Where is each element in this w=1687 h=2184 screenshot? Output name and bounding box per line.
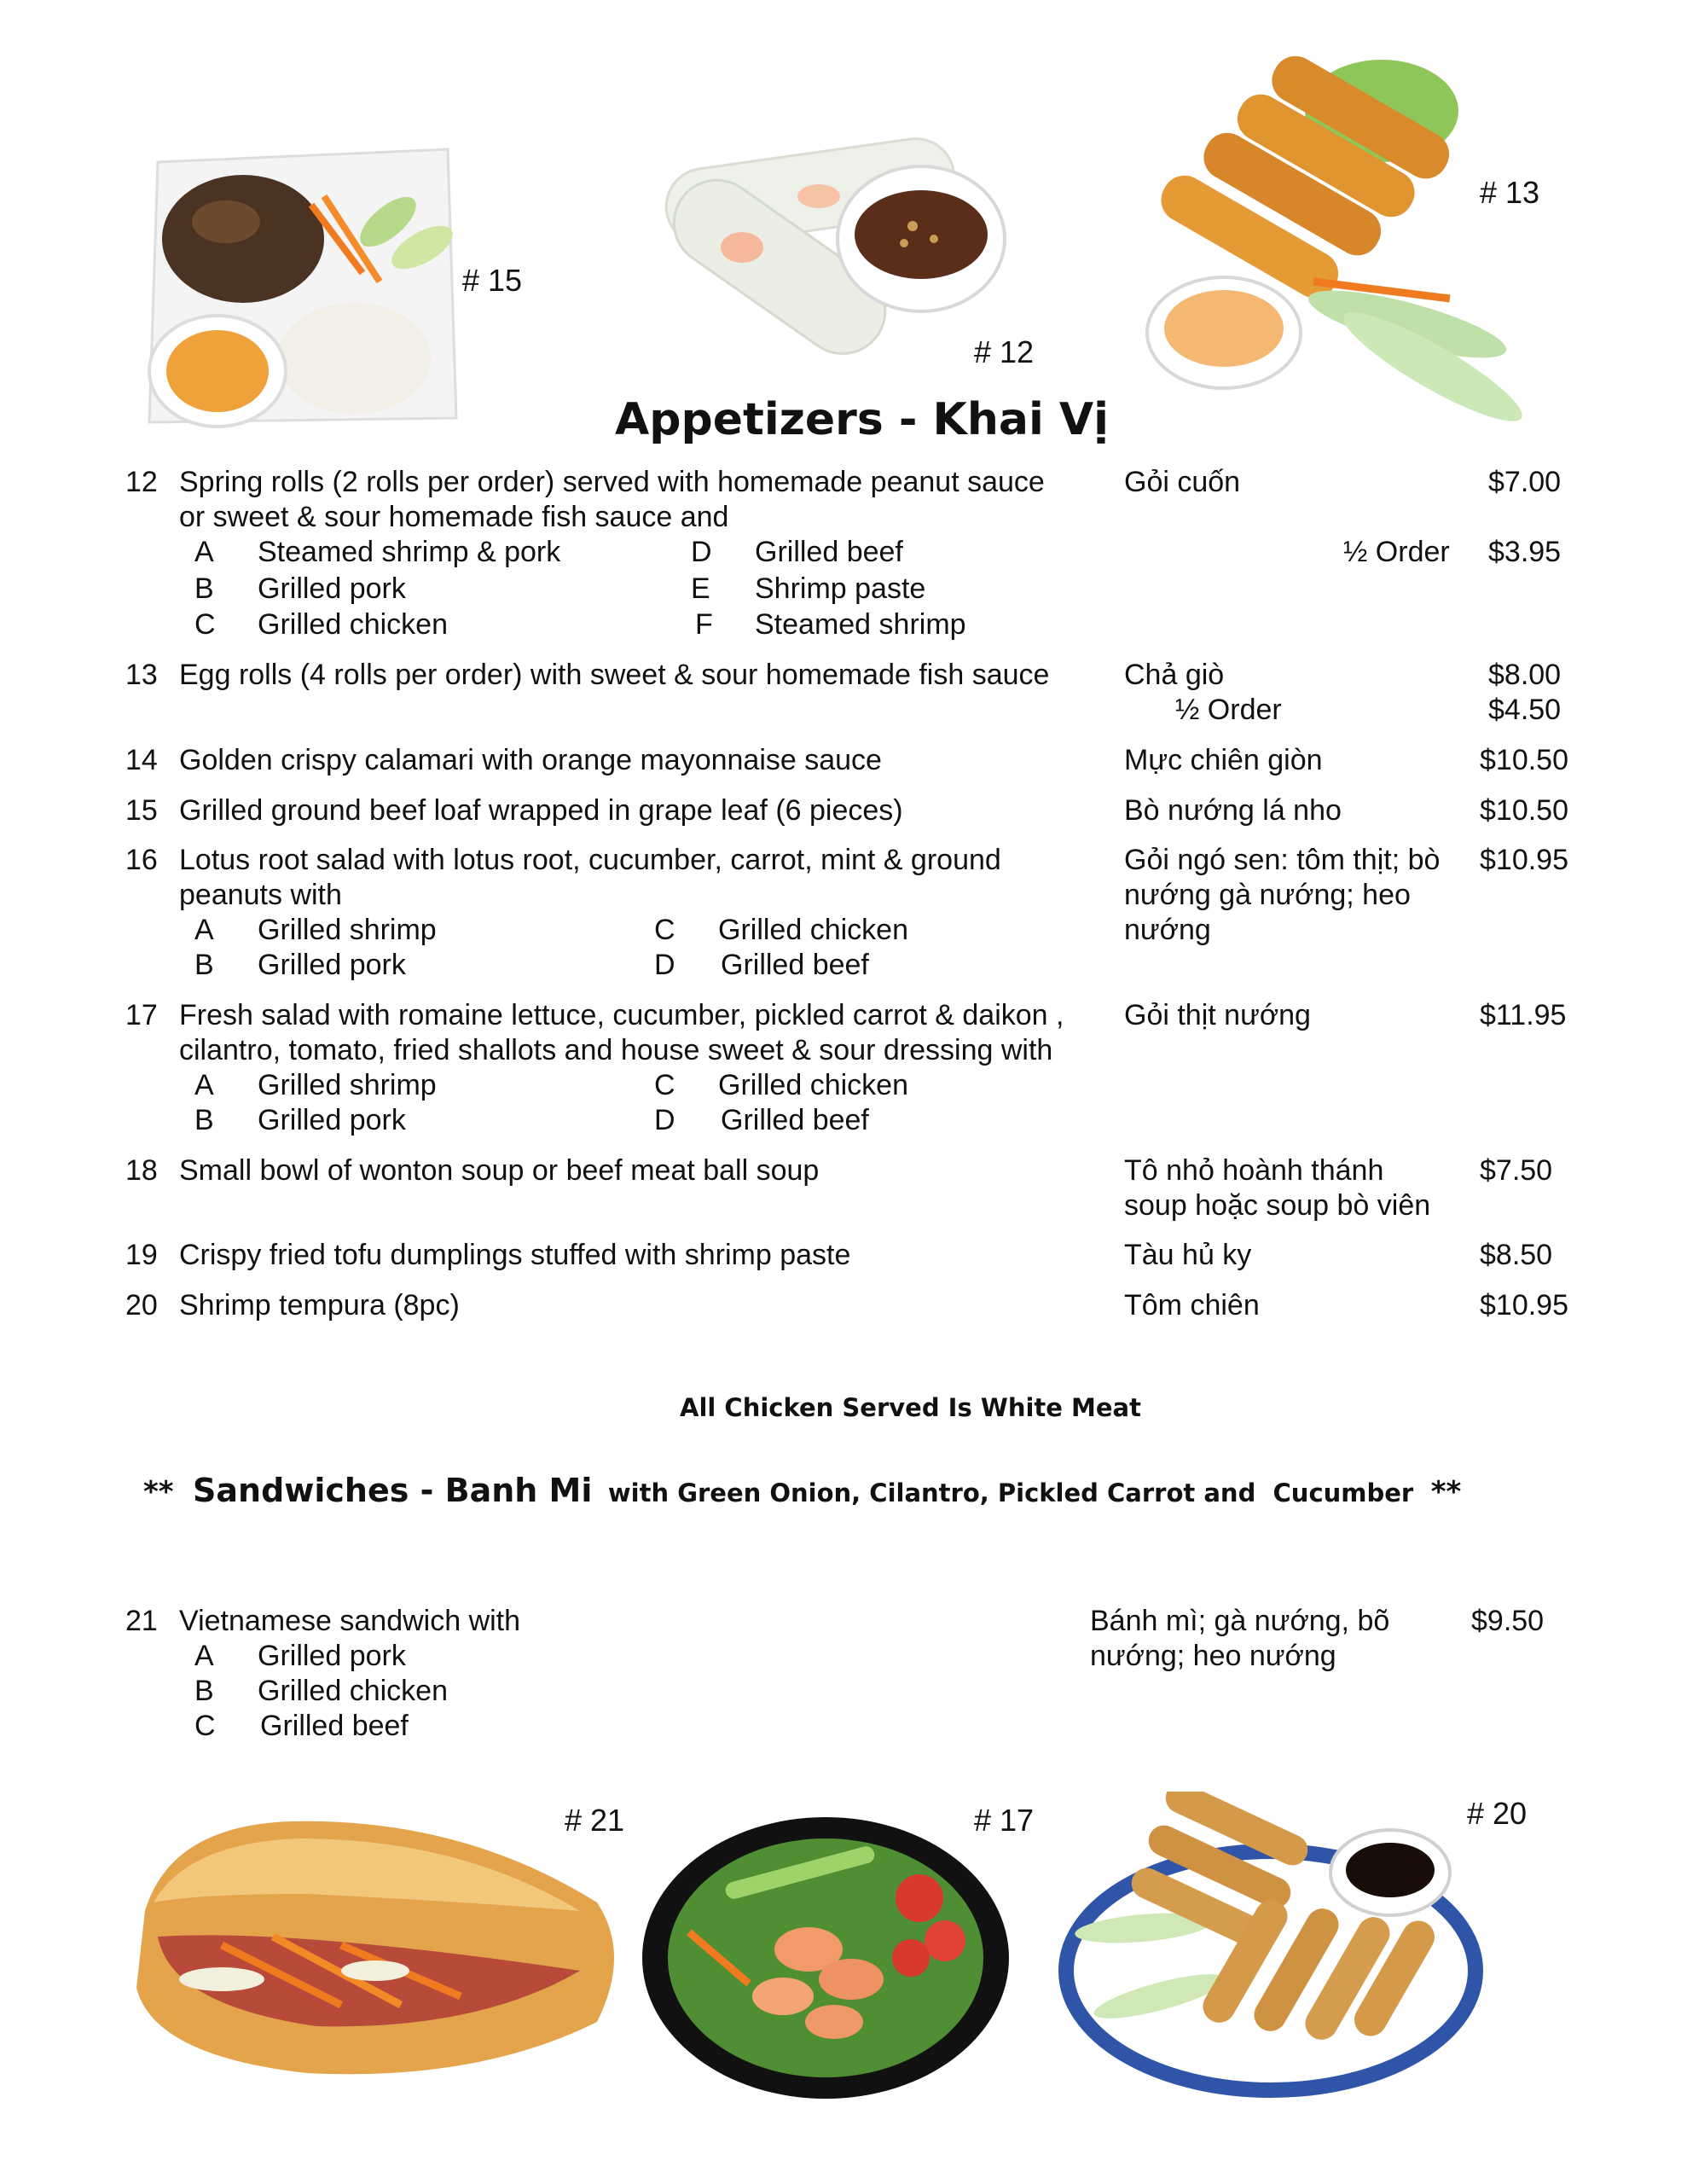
item-price: $8.50 [1480, 1239, 1553, 1271]
sandwiches-heading [143, 1472, 1461, 1509]
item-description: Shrimp tempura (8pc) [179, 1289, 460, 1321]
option-letter: C [194, 1710, 216, 1742]
option-letter: B [194, 949, 214, 981]
option-letter: D [691, 536, 712, 568]
tempura-photo [1058, 1792, 1501, 2099]
item-price: $10.50 [1480, 744, 1568, 776]
option-letter: C [654, 914, 675, 946]
item-price: $9.50 [1471, 1605, 1545, 1637]
item-description: Small bowl of wonton soup or beef meat ball soup [179, 1154, 820, 1187]
item-number: 17 [125, 999, 158, 1031]
half-order-price: $3.95 [1488, 536, 1562, 568]
appetizers-title: Appetizers - Khai Vị [615, 394, 1109, 445]
item-viet-name: Gỏi thịt nướng [1124, 999, 1311, 1031]
item-price: $10.95 [1480, 1289, 1568, 1321]
item-viet-name: Bánh mì; gà nướng, bõ [1090, 1605, 1390, 1637]
item-number: 15 [125, 794, 158, 827]
option-letter: C [194, 608, 216, 641]
photo-label-17: # 17 [974, 1803, 1035, 1838]
spring-roll-photo [648, 119, 1006, 392]
half-order-label: ½ Order [1343, 536, 1450, 568]
option-letter: B [194, 572, 214, 605]
option-letter: B [194, 1104, 214, 1136]
item-description: Golden crispy calamari with orange mayonnaise sauce [179, 744, 882, 776]
item-number: 20 [125, 1289, 158, 1321]
photo-label-13: # 13 [1480, 175, 1540, 210]
option-label: Shrimp paste [755, 572, 926, 605]
half-order-price: $4.50 [1488, 694, 1562, 726]
item-viet-name: nướng; heo nướng [1090, 1640, 1336, 1672]
option-label: Steamed shrimp & pork [258, 536, 561, 568]
item-description: cilantro, tomato, fried shallots and house sweet & sour dressing with [179, 1034, 1053, 1066]
option-label: Grilled pork [258, 949, 406, 981]
item-description: Lotus root salad with lotus root, cucumber, carrot, mint & ground [179, 844, 1001, 876]
option-label: Grilled pork [258, 1640, 406, 1672]
item-number: 21 [125, 1605, 158, 1637]
option-letter: B [194, 1675, 214, 1707]
item-price: $10.95 [1480, 844, 1568, 876]
option-label: Grilled beef [721, 1104, 869, 1136]
item-description: Grilled ground beef loaf wrapped in grape leaf (6 pieces) [179, 794, 903, 827]
item-number: 16 [125, 844, 158, 876]
option-label: Grilled pork [258, 572, 406, 605]
item-description: or sweet & sour homemade fish sauce and [179, 501, 729, 533]
heading-stars-left: ** [143, 1475, 174, 1509]
item-viet-name: Mực chiên giòn [1124, 744, 1323, 776]
item-viet-name: Chả giò [1124, 659, 1225, 691]
item-number: 14 [125, 744, 158, 776]
option-label: Grilled beef [755, 536, 903, 568]
option-letter: C [654, 1069, 675, 1101]
option-letter: A [194, 536, 214, 568]
item-viet-name: nướng [1124, 914, 1211, 946]
half-order-label: ½ Order [1175, 694, 1282, 726]
option-label: Grilled chicken [258, 608, 448, 641]
photo-label-20: # 20 [1467, 1796, 1528, 1831]
item-number: 12 [125, 466, 158, 498]
option-label: Grilled shrimp [258, 1069, 437, 1101]
photo-label-12: # 12 [974, 334, 1035, 369]
item-price: $7.00 [1488, 466, 1562, 498]
option-letter: F [695, 608, 713, 641]
chicken-note: All Chicken Served Is White Meat [680, 1393, 1141, 1422]
option-label: Steamed shrimp [755, 608, 966, 641]
item-price: $8.00 [1488, 659, 1562, 691]
item-description: Spring rolls (2 rolls per order) served with homemade peanut sauce [179, 466, 1045, 498]
item-number: 18 [125, 1154, 158, 1187]
item-viet-name: nướng gà nướng; heo [1124, 879, 1411, 911]
item-description: Vietnamese sandwich with [179, 1605, 521, 1637]
option-label: Grilled beef [260, 1710, 409, 1742]
item-viet-name: Gỏi cuốn [1124, 466, 1241, 498]
beef-leaf-photo [141, 128, 465, 444]
option-label: Grilled chicken [258, 1675, 448, 1707]
item-price: $10.50 [1480, 794, 1568, 827]
item-number: 19 [125, 1239, 158, 1271]
egg-roll-photo [1126, 43, 1535, 444]
option-letter: A [194, 1069, 214, 1101]
option-letter: A [194, 1640, 214, 1672]
banh-mi-photo [119, 1809, 631, 2090]
item-viet-name: Tôm chiên [1124, 1289, 1260, 1321]
item-description: Fresh salad with romaine lettuce, cucumber, pickled carrot & daikon , [179, 999, 1064, 1031]
photo-label-21: # 21 [565, 1803, 625, 1838]
option-label: Grilled pork [258, 1104, 406, 1136]
item-viet-name: Gỏi ngó sen: tôm thịt; bò [1124, 844, 1441, 876]
item-viet-name: Bò nướng lá nho [1124, 794, 1342, 827]
option-label: Grilled shrimp [258, 914, 437, 946]
item-viet-name: Tàu hủ ky [1124, 1239, 1252, 1271]
item-number: 13 [125, 659, 158, 691]
item-description: Egg rolls (4 rolls per order) with sweet & sour homemade fish sauce [179, 659, 1050, 691]
option-label: Grilled chicken [718, 1069, 908, 1101]
item-description: Crispy fried tofu dumplings stuffed with shrimp paste [179, 1239, 851, 1271]
sandwiches-title: Sandwiches - Banh Mi [193, 1472, 593, 1509]
heading-stars-right: ** [1430, 1475, 1462, 1509]
item-viet-name: soup hoặc soup bò viên [1124, 1189, 1431, 1222]
item-description: peanuts with [179, 879, 342, 911]
photo-label-15: # 15 [462, 263, 523, 298]
option-letter: D [654, 1104, 675, 1136]
sandwiches-subtitle: with Green Onion, Cilantro, Pickled Carrot and Cucumber [607, 1478, 1414, 1507]
option-letter: E [691, 572, 710, 605]
option-letter: A [194, 914, 214, 946]
item-price: $11.95 [1480, 999, 1567, 1031]
option-label: Grilled chicken [718, 914, 908, 946]
option-label: Grilled beef [721, 949, 869, 981]
option-letter: D [654, 949, 675, 981]
item-viet-name: Tô nhỏ hoành thánh [1124, 1154, 1384, 1187]
item-price: $7.50 [1480, 1154, 1553, 1187]
salad-photo [638, 1813, 1013, 2103]
